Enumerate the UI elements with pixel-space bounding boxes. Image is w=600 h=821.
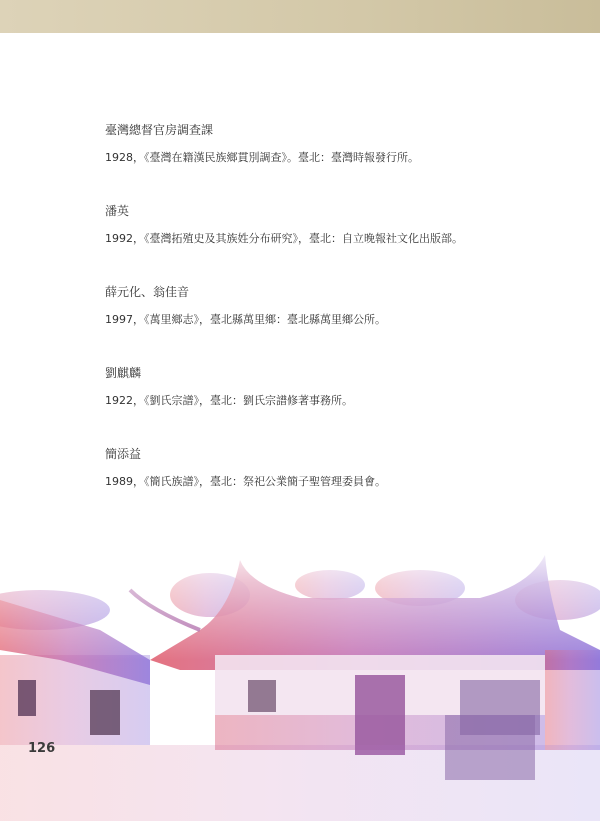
reference-work: 1922，《劉氏宗譜》，臺北：劉氏宗譜修著事務所。 (105, 394, 353, 407)
reference-author: 薛元化、翁佳音 (105, 285, 190, 299)
reference-list (105, 122, 565, 527)
header-band (0, 0, 600, 33)
page-number: 126 (28, 741, 56, 756)
reference-author: 潘英 (105, 204, 130, 218)
reference-work: 1992，《臺灣拓殖史及其族姓分布研究》，臺北：自立晚報社文化出版部。 (105, 232, 463, 245)
traditional-courtyard-house-photo (0, 540, 600, 821)
reference-entry (105, 446, 565, 489)
reference-entry (105, 365, 565, 408)
reference-author: 臺灣總督官房調查課 (105, 123, 214, 137)
reference-author: 劉麒麟 (105, 366, 142, 380)
main-door (355, 675, 405, 755)
reference-author: 簡添益 (105, 447, 142, 461)
reference-work: 1989，《簡氏族譜》，臺北：祭祀公業簡子聖管理委員會。 (105, 475, 386, 488)
reference-work: 1928，《臺灣在籍漢民族鄉貫別調查》。臺北：臺灣時報發行所。 (105, 151, 419, 164)
reference-entry (105, 284, 565, 327)
reference-entry (105, 122, 565, 165)
reference-work: 1997，《萬里鄉志》，臺北縣萬里鄉：臺北縣萬里鄉公所。 (105, 313, 386, 326)
reference-entry (105, 203, 565, 246)
